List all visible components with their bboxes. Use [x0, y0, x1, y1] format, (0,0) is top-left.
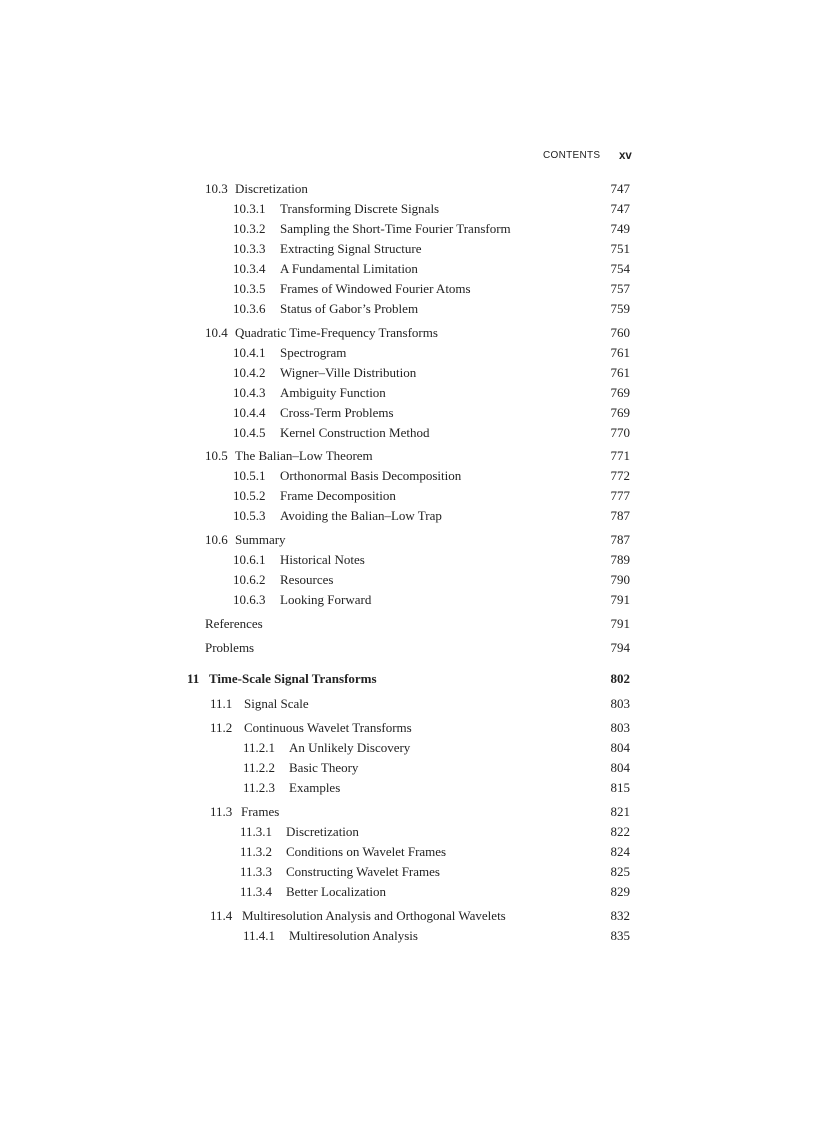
toc-title: Avoiding the Balian–Low Trap	[280, 508, 442, 523]
toc-title: Signal Scale	[244, 696, 309, 711]
toc-title: Historical Notes	[280, 552, 365, 567]
toc-title: Transforming Discrete Signals	[280, 201, 440, 216]
toc-page-number: 803	[610, 696, 630, 711]
toc-chapter-number: 11	[187, 671, 200, 686]
toc-page-number: 829	[610, 884, 630, 899]
toc-title: Constructing Wavelet Frames	[286, 864, 440, 879]
toc-page-number: 777	[610, 488, 630, 503]
toc-number: 10.4.3	[233, 385, 266, 400]
toc-number: 10.6.2	[233, 572, 266, 587]
toc-title: Looking Forward	[280, 592, 372, 607]
toc-number: 11.4.1	[243, 928, 276, 943]
toc-page-number: 760	[610, 325, 630, 340]
toc-number: 10.5.1	[233, 468, 266, 483]
toc-number: 10.3.1	[233, 201, 266, 216]
toc-number: 10.5.2	[233, 488, 266, 503]
toc-page-number: 770	[610, 425, 630, 440]
toc-number: 11.2.3	[243, 780, 276, 795]
toc-number: 10.4	[205, 325, 228, 340]
toc-page-number: 772	[610, 468, 630, 483]
toc-page-number: 787	[610, 532, 630, 547]
toc-title: Quadratic Time-Frequency Transforms	[235, 325, 438, 340]
toc-title: Kernel Construction Method	[280, 425, 430, 440]
toc-chapter-title: Time-Scale Signal Transforms	[209, 671, 377, 686]
toc-number: 10.6	[205, 532, 228, 547]
toc-title: Conditions on Wavelet Frames	[286, 844, 447, 859]
toc-title: References	[205, 616, 263, 631]
toc-page-number: 824	[610, 844, 630, 859]
toc-title: Multiresolution Analysis and Orthogonal Wavelets	[242, 908, 506, 923]
toc-page-number: 791	[610, 616, 630, 631]
toc-title: A Fundamental Limitation	[280, 261, 418, 276]
toc-page-number: 787	[610, 508, 630, 523]
toc-number: 10.3.3	[233, 241, 266, 256]
toc-title: Summary	[235, 532, 286, 547]
toc-title: Continuous Wavelet Transforms	[244, 720, 412, 735]
toc-title: Better Localization	[286, 884, 386, 899]
running-header-label: CONTENTS	[543, 150, 601, 161]
toc-number: 10.6.1	[233, 552, 266, 567]
toc-number: 11.3.2	[240, 844, 273, 859]
toc-number: 11.1	[210, 696, 233, 711]
toc-page-number: 789	[610, 552, 630, 567]
toc-title: Cross-Term Problems	[280, 405, 394, 420]
toc-title: Ambiguity Function	[280, 385, 386, 400]
toc-number: 10.3.2	[233, 221, 266, 236]
toc-page-number: 821	[610, 804, 630, 819]
toc-number: 10.3	[205, 181, 228, 196]
toc-page-number: 749	[610, 221, 630, 236]
toc-page-number: 832	[610, 908, 630, 923]
toc-title: Discretization	[286, 824, 359, 839]
toc-page-number: 759	[610, 301, 630, 316]
toc-page-number: 804	[610, 760, 630, 775]
toc-title: Multiresolution Analysis	[289, 928, 418, 943]
toc-number: 11.2	[210, 720, 233, 735]
toc-number: 11.2.1	[243, 740, 276, 755]
toc-title: Spectrogram	[280, 345, 347, 360]
toc-page-number: 754	[610, 261, 630, 276]
toc-title: Resources	[280, 572, 334, 587]
toc-number: 10.3.5	[233, 281, 266, 296]
toc-number: 10.3.4	[233, 261, 266, 276]
toc-page-number: 771	[610, 448, 630, 463]
toc-page-number: 751	[610, 241, 630, 256]
toc-title: Wigner–Ville Distribution	[280, 365, 417, 380]
toc-number: 10.4.1	[233, 345, 266, 360]
toc-number: 11.4	[210, 908, 233, 923]
toc-page-number: 822	[610, 824, 630, 839]
toc-title: Frames	[241, 804, 280, 819]
toc-title: Problems	[205, 640, 255, 655]
toc-page-number: 803	[610, 720, 630, 735]
toc-number: 10.4.2	[233, 365, 266, 380]
toc-page-number: 790	[610, 572, 630, 587]
running-header	[0, 148, 816, 164]
page-number: xv	[619, 150, 632, 162]
toc-page-number: 769	[610, 385, 630, 400]
toc-title: Extracting Signal Structure	[280, 241, 422, 256]
toc-page-number: 747	[610, 201, 630, 216]
toc-title: Frame Decomposition	[280, 488, 396, 503]
toc-number: 10.4.4	[233, 405, 266, 420]
toc-number: 11.3.1	[240, 824, 273, 839]
toc-title: An Unlikely Discovery	[289, 740, 411, 755]
toc-number: 10.5.3	[233, 508, 266, 523]
toc-title: The Balian–Low Theorem	[235, 448, 373, 463]
toc-page-number: 769	[610, 405, 630, 420]
toc-title: Examples	[289, 780, 341, 795]
toc-number: 10.5	[205, 448, 228, 463]
toc-page-number: 835	[610, 928, 630, 943]
toc-page-number: 761	[610, 365, 630, 380]
toc-number: 11.3.3	[240, 864, 273, 879]
toc-page-number: 802	[610, 671, 630, 686]
toc-title: Status of Gabor’s Problem	[280, 301, 419, 316]
toc-title: Discretization	[235, 181, 308, 196]
toc-page-number: 794	[610, 640, 630, 655]
toc-number: 11.2.2	[243, 760, 276, 775]
toc-number: 10.6.3	[233, 592, 266, 607]
toc-title: Orthonormal Basis Decomposition	[280, 468, 462, 483]
toc-page-number: 825	[610, 864, 630, 879]
toc-number: 10.4.5	[233, 425, 266, 440]
toc-page-number: 804	[610, 740, 630, 755]
toc-title: Sampling the Short-Time Fourier Transform	[280, 221, 511, 236]
toc-page-number: 791	[610, 592, 630, 607]
toc-page-number: 757	[610, 281, 630, 296]
toc-number: 11.3	[210, 804, 233, 819]
toc-page-number: 747	[610, 181, 630, 196]
toc-title: Basic Theory	[289, 760, 359, 775]
toc-number: 10.3.6	[233, 301, 266, 316]
toc-page-number: 815	[610, 780, 630, 795]
toc-number: 11.3.4	[240, 884, 273, 899]
toc-title: Frames of Windowed Fourier Atoms	[280, 281, 471, 296]
toc-page-number: 761	[610, 345, 630, 360]
